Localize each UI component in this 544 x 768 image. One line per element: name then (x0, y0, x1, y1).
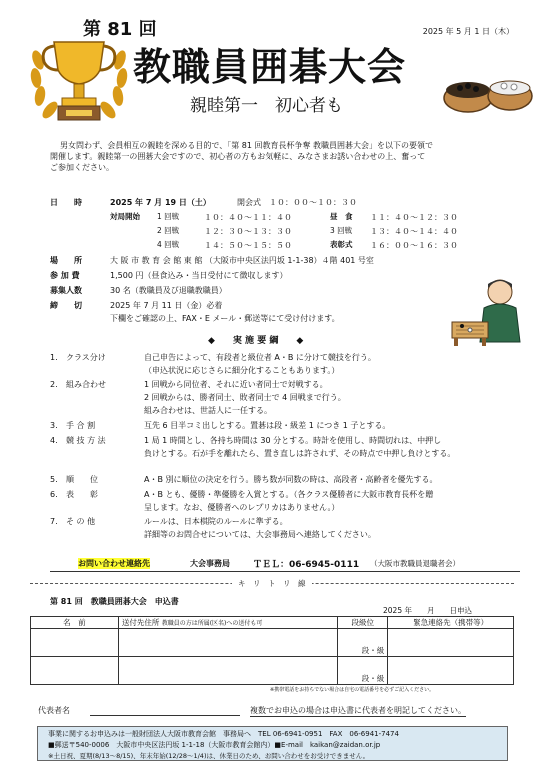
guideline-number: 5. (50, 475, 58, 484)
round-extra-name: 3 回戦 (330, 226, 353, 235)
guideline-text: A・B 別に順位の決定を行う。勝ち数が同数の時は、高段者・高齢者を優先する。 (144, 475, 438, 484)
guideline-label: クラス分け (66, 353, 106, 362)
guideline-text: 互先 6 目半コミ出しとする。置碁は段・級差 1 につき 1 子とする。 (144, 421, 391, 430)
representative-field[interactable] (90, 715, 240, 716)
col-address-header (118, 617, 337, 629)
page-subtitle: 親睦第一 初心者も (190, 96, 343, 116)
round-extra-time: １１：４０～１２：３０ (370, 213, 458, 222)
form-date-line: 2025 年 月 日申込 (383, 606, 472, 615)
guidelines-title: ◆ 実 施 要 綱 ◆ (208, 336, 304, 346)
round-extra-name: 昼 食 (330, 212, 353, 221)
round-time: １０：４０～１１：４０ (204, 213, 292, 222)
name-field[interactable] (31, 657, 119, 685)
contact-line: ■郵送〒540-0006 大阪市中央区法円坂 1-1-18（大阪市教育会館内）■E-mail kaikan@zaidan.or.jp (48, 741, 381, 749)
venue-value: 大 阪 市 教 育 会 館 東 館 （大阪市中央区法円坂 1-1-38）４階 401 号室 (110, 256, 374, 265)
col-rank-header: 段級位 (338, 617, 388, 629)
emergency-field[interactable] (388, 657, 514, 685)
col-address-title: 送付先住所 (121, 618, 160, 627)
guideline-text: 1 局 1 時間とし、各持ち時間は 30 分とする。時計を使用し、時間切れは、中押し (144, 436, 442, 445)
deadline-note: 下欄をご確認の上、FAX・E メール・郵送等にて受け付けます。 (110, 314, 340, 323)
round-extra-time: １６：００～１６：３０ (370, 241, 458, 250)
round-name: 1 回戦 (157, 212, 180, 221)
guideline-text: 詳細等のお問合せについては、大会事務局へ連絡してください。 (144, 530, 376, 539)
inquiry-label: お問い合わせ連絡先 (78, 559, 150, 568)
guideline-label: 手 合 割 (66, 421, 96, 430)
date-label: 日 時 (50, 198, 82, 207)
intro-line: ご参加ください。 (50, 163, 114, 172)
round-time: １４：５０～１５：５０ (204, 241, 292, 250)
opening-ceremony: 開会式 １０：００～１０：３０ (237, 198, 357, 207)
go-stone-bowls-icon (440, 66, 536, 116)
go-player-illustration-icon (440, 272, 530, 352)
guideline-label: 表 彰 (66, 490, 98, 499)
inquiry-tel[interactable]: ＴＥＬ：06-6945-0111 (253, 560, 360, 570)
form-footnote: ※携帯電話をお持ちでない場合は自宅の電話番号を必ずご記入ください。 (270, 687, 435, 693)
form-title: 第 81 回 教職員囲碁大会 申込書 (50, 597, 179, 606)
guideline-text: ルールは、日本棋院のルールに準ずる。 (144, 517, 288, 526)
guideline-number: 6. (50, 490, 58, 499)
contact-box (37, 726, 508, 761)
page-title: 教職員囲碁大会 (133, 45, 407, 89)
intro-line: 男女問わず、会員相互の親睦を深める目的で、「第 81 回教育長杯争奪 教職員囲碁大会」を以下の要領で (60, 141, 434, 150)
round-time: １２：３０～１３：３０ (204, 227, 292, 236)
name-field[interactable] (31, 629, 119, 657)
guideline-text: 2 回戦からは、勝者同士、敗者同士で 4 回戦まで行う。 (144, 393, 346, 402)
issue-date: 2025 年 5 月 1 日（木） (422, 27, 514, 36)
emergency-field[interactable] (388, 629, 514, 657)
guideline-number: 7. (50, 517, 58, 526)
representative-label: 代表者名 (38, 706, 70, 715)
guideline-text: 組み合わせは、世話人に一任する。 (144, 406, 272, 415)
guideline-text: 呈します。なお、優勝者へのレプリカはありません。） (144, 503, 340, 512)
deadline-value: 2025 年 7 月 11 日（金）必着 (110, 301, 223, 310)
contact-line: ※土日祝、夏期(8/13～8/15)、年末年始(12/28～1/4)は、休業日のため、お問い合わせをお受けできません。 (48, 752, 370, 760)
inquiry-row (50, 556, 520, 572)
guideline-label: 順 位 (66, 475, 98, 484)
venue-label: 場 所 (50, 256, 82, 265)
round-name: 4 回戦 (157, 240, 180, 249)
guideline-number: 4. (50, 436, 58, 445)
address-field[interactable] (118, 629, 337, 657)
rank-field[interactable] (338, 657, 388, 685)
guideline-number: 1. (50, 353, 58, 362)
round-name: 2 回戦 (157, 226, 180, 235)
guideline-number: 3. (50, 421, 58, 430)
guideline-text: 1 回戦から同位者、それに近い者同士で対戦する。 (144, 380, 328, 389)
col-address-note: 教職員の方は所属(区名)への送付も可 (161, 620, 263, 627)
guideline-text: 負けとする。石が手を離れたら、置き直しは許されず、その時点で中押し負けとする。 (144, 449, 456, 458)
guideline-label: そ の 他 (66, 517, 96, 526)
intro-line: 開催します。親睦第一の囲碁大会ですので、初心者の方もお気軽に、みなさまお誘い合わせの上、奮って (50, 152, 426, 161)
event-date: 2025 年 7 月 19 日（土） (110, 198, 211, 207)
rank-field[interactable] (338, 629, 388, 657)
guideline-text: 自己申告によって、有段者と級位者 A・B に分けて競技を行う。 (144, 353, 376, 362)
fee-label: 参 加 費 (50, 271, 80, 280)
guideline-label: 組み合わせ (66, 380, 106, 389)
application-table (30, 616, 514, 685)
deadline-label: 締 切 (50, 301, 82, 310)
capacity-label: 募集人数 (50, 286, 82, 295)
edition-label: 第 81 回 (83, 19, 157, 40)
round-extra-time: １３：４０～１４：４０ (370, 227, 458, 236)
col-name-header: 名 前 (31, 617, 119, 629)
capacity-value: 30 名（教職員及び退職教職員） (110, 286, 227, 295)
cut-line-label: キ リ ト リ 線 (232, 579, 312, 589)
representative-note: 複数でお申込の場合は申込書に代表者を明記してください。 (250, 706, 466, 715)
col-emergency-header: 緊急連絡先（携帯等） (388, 617, 514, 629)
inquiry-note: （大阪市教職員退職者会） (370, 559, 460, 568)
fee-value: 1,500 円（昼食込み・当日受付にて徴収します） (110, 271, 288, 280)
guideline-text: （申込状況に応じさらに細分化することもあります。） (144, 366, 340, 375)
address-field[interactable] (118, 657, 337, 685)
rank-suffix: 段・級 (361, 674, 385, 683)
guideline-number: 2. (50, 380, 58, 389)
rank-suffix: 段・級 (361, 646, 385, 655)
guideline-label: 競 技 方 法 (66, 436, 106, 445)
contact-line: 事業に関するお申込みは一般財団法人大阪市教育会館 事務局へ TEL 06-6941-0951 FAX 06-6941-7474 (48, 730, 399, 738)
inquiry-office: 大会事務局 (190, 559, 230, 568)
round-extra-name: 表彰式 (330, 240, 353, 249)
matchup-label: 対局開始 (110, 212, 140, 221)
guideline-text: A・B とも、優勝・準優勝を入賞とする。（各クラス優勝者に大阪市教育長杯を贈 (144, 490, 434, 499)
